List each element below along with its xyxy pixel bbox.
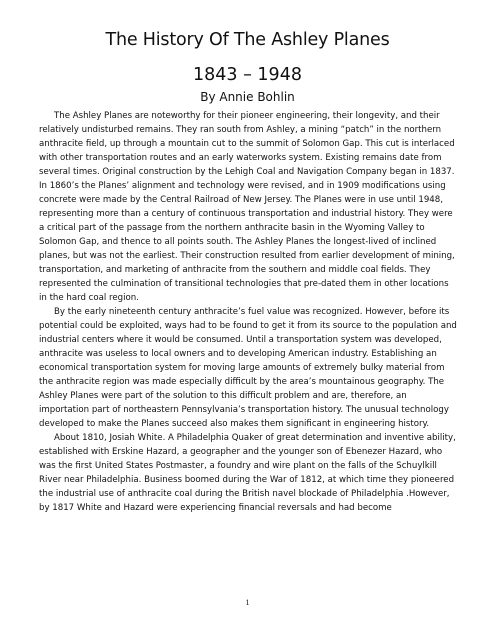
document-years: 1843 – 1948 [193, 65, 302, 85]
document-title: The History Of The Ashley Planes [105, 30, 390, 50]
document-body [39, 109, 459, 515]
paragraph-2: By the early nineteenth century anthracite’s fuel value was recognized. However, before its potential could be exploited, ways had to be found to get it from its source to the population and industrial centers where it would be consumed. Until a transportation system was developed, anthracite was useless to local owners and to developing American industry. Establishing an economical transportation system for moving large amounts of extremely bulky material from the anthracite region was made especially difficult by the area’s mountainous geography. The Ashley Planes were part of the solution to this difficult problem and are, therefore, an importation part of northeastern Pennsylvania’s transportation history. The unusual technology developed to make the Planes succeed also makes them significant in engineering history. [39, 307, 457, 429]
page-number: 1 [245, 598, 250, 607]
paragraph-3: About 1810, Josiah White. A Philadelphia Quaker of great determination and inventive ability, established with Erskine Hazard, a geographer and the younger son of Ebenezer Hazard, who was the first United States Postmaster, a foundry and wire plant on the falls of the Schuylkill River near Philadelphia. Business boomed during the War of 1812, at which time they pioneered the industrial use of anthracite coal during the British navel blockade of Philadelphia .However, by 1817 White and Hazard were experiencing financial reversals and had become [39, 433, 456, 513]
document-author: By Annie Bohlin [200, 90, 295, 104]
paragraph-1: The Ashley Planes are noteworthy for their pioneer engineering, their longevity, and their relatively undisturbed remains. They ran south from Ashley, a mining “patch” in the northern anthracite field, up through a mountain cut to the summit of Solomon Gap. This cut is interlaced with other transportation routes and an early waterworks system. Existing remains date from several times. Original construction by the Lehigh Coal and Navigation Company began in 1837. In 1860’s the Planes’ alignment and technology were revised, and in 1909 modifications using concrete were made by the Central Railroad of New Jersey. The Planes were in use until 1948, representing more than a century of continuous transportation and industrial history. They were a critical part of the passage from the northern anthracite basin in the Wyoming Valley to Solomon Gap, and thence to all points south. The Ashley Planes the longest-lived of inclined planes, but was not the earliest. Their construction resulted from earlier development of mining, transportation, and marketing of anthracite from the southern and middle coal fields. They represented the culmination of transitional technologies that pre-dated them in other locations in the hard coal region. [39, 111, 455, 303]
